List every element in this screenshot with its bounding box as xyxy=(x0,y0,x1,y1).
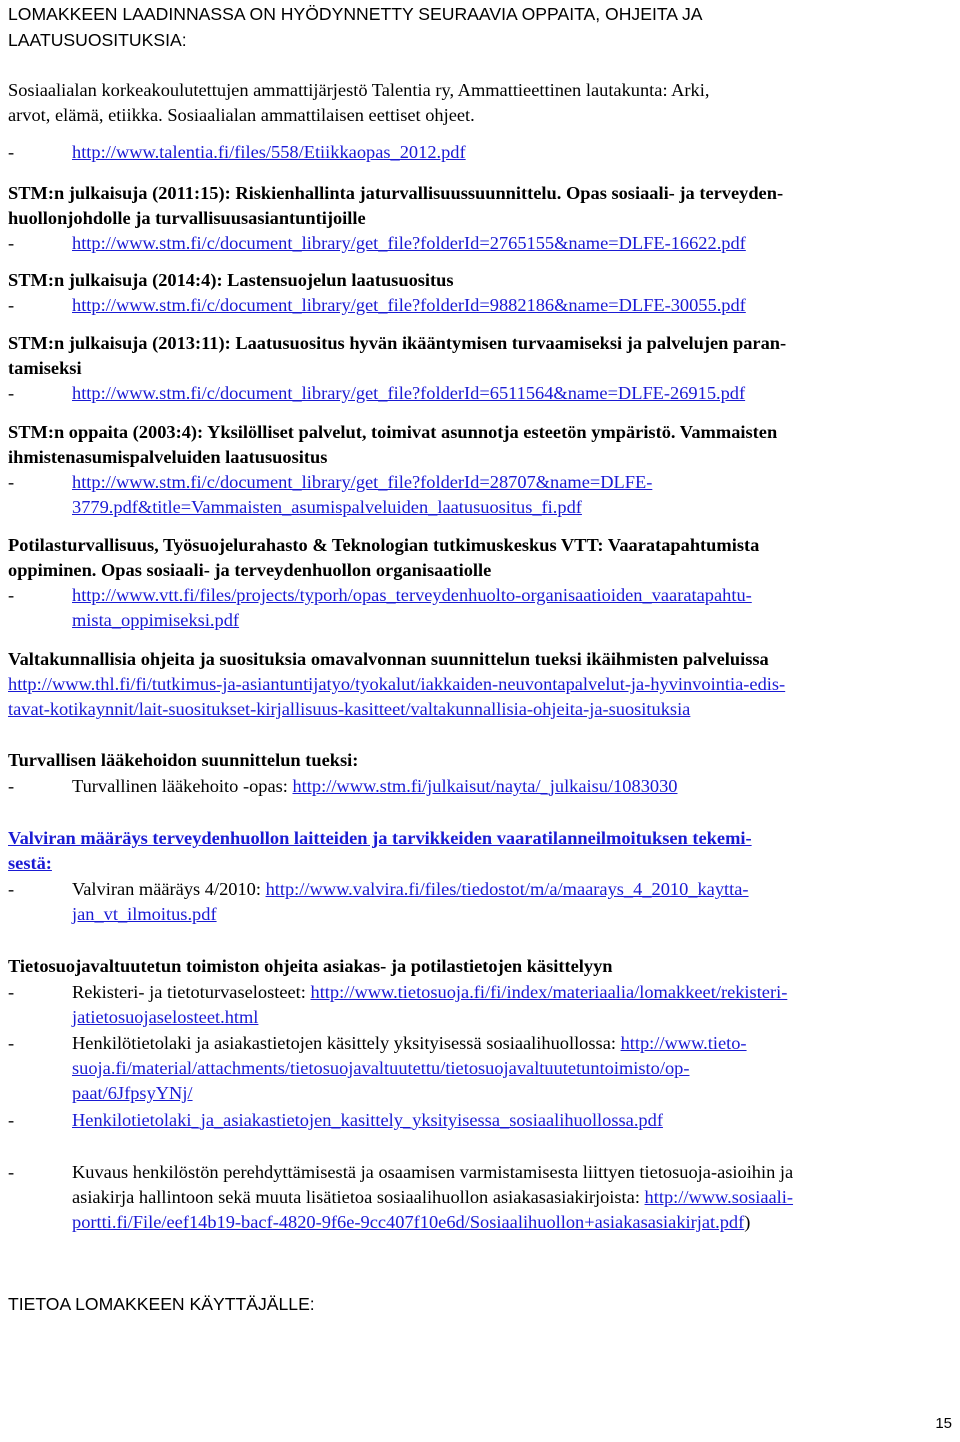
list-item-text: asiakirja hallintoon sekä muuta lisätietoa sosiaalihuollon asiakasasiakirjoista: xyxy=(72,1187,645,1207)
reference-link[interactable]: jan_vt_ilmoitus.pdf xyxy=(72,904,217,924)
reference-title: STM:n julkaisuja (2011:15): Riskienhallinta jaturvallisuussuunnittelu. Opas sosiaali- ja terveyden- xyxy=(8,183,784,203)
reference-link[interactable]: http://www.stm.fi/c/document_library/get_file?folderId=2765155&name=DLFE-16622.pdf xyxy=(72,233,746,253)
reference-link[interactable]: tavat-kotikaynnit/lait-suositukset-kirjallisuus-kasitteet/valtakunnallisia-ohjeita-ja-suosituksia xyxy=(8,699,691,719)
reference-link[interactable]: 3779.pdf&title=Vammaisten_asumispalveluiden_laatusuositus_fi.pdf xyxy=(72,497,582,517)
reference-text: arvot, elämä, etiikka. Sosiaalialan ammattilaisen eettiset ohjeet. xyxy=(8,105,475,125)
reference-title: Valtakunnallisia ohjeita ja suosituksia omavalvonnan suunnittelun tueksi ikäihmisten palveluissa xyxy=(8,649,769,669)
bullet-dash: - xyxy=(8,1162,15,1182)
document-title: LOMAKKEEN LAADINNASSA ON HYÖDYNNETTY SEURAAVIA OPPAITA, OHJEITA JA xyxy=(8,4,703,24)
reference-link[interactable]: http://www.stm.fi/c/document_library/get_file?folderId=9882186&name=DLFE-30055.pdf xyxy=(72,295,746,315)
reference-title: STM:n oppaita (2003:4): Yksilölliset palvelut, toimivat asunnotja esteetön ympäristö. Vammaisten xyxy=(8,422,778,442)
section-heading: Turvallisen lääkehoidon suunnittelun tueksi: xyxy=(8,750,359,770)
page-number: 15 xyxy=(935,1415,952,1432)
reference-link[interactable]: portti.fi/File/eef14b19-bacf-4820-9f6e-9cc407f10e6d/Sosiaalihuollon+asiakasasiakirjat.pdf xyxy=(72,1212,745,1232)
reference-title: STM:n julkaisuja (2014:4): Lastensuojelun laatusuositus xyxy=(8,270,454,290)
list-item xyxy=(72,1210,750,1234)
reference-title: ihmistenasumispalveluiden laatusuositus xyxy=(8,447,328,467)
reference-link[interactable]: paat/6JfpsyYNj/ xyxy=(72,1083,193,1103)
list-item xyxy=(72,877,749,901)
bullet-dash: - xyxy=(8,776,15,796)
list-item xyxy=(72,774,677,798)
reference-link[interactable]: http://www.tietosuoja.fi/fi/index/materiaalia/lomakkeet/rekisteri- xyxy=(310,982,788,1002)
list-item xyxy=(72,1031,747,1055)
reference-link[interactable]: http://www.valvira.fi/files/tiedostot/m/a/maarays_4_2010_kaytta- xyxy=(265,879,749,899)
bullet-dash: - xyxy=(8,233,15,253)
bullet-dash: - xyxy=(8,982,15,1002)
bullet-dash: - xyxy=(8,142,15,162)
reference-link[interactable]: http://www.vtt.fi/files/projects/typorh/opas_terveydenhuolto-organisaatioiden_vaaratapahtu- xyxy=(72,585,752,605)
bullet-dash: - xyxy=(8,879,15,899)
reference-link[interactable]: Henkilotietolaki_ja_asiakastietojen_kasittely_yksityisessa_sosiaalihuollossa.pdf xyxy=(72,1110,663,1130)
list-item-text: Valviran määräys 4/2010: xyxy=(72,879,266,899)
reference-link[interactable]: suoja.fi/material/attachments/tietosuojavaltuutettu/tietosuojavaltuutetuntoimisto/op- xyxy=(72,1058,690,1078)
list-item xyxy=(72,980,787,1004)
closing-paren: ) xyxy=(744,1212,751,1232)
reference-link[interactable]: http://www.stm.fi/c/document_library/get_file?folderId=6511564&name=DLFE-26915.pdf xyxy=(72,383,746,403)
reference-link[interactable]: http://www.stm.fi/c/document_library/get_file?folderId=28707&name=DLFE- xyxy=(72,472,653,492)
list-item-text: Kuvaus henkilöstön perehdyttämisestä ja osaamisen varmistamisesta liittyen tietosuoja-asioihin ja xyxy=(72,1162,794,1182)
list-item xyxy=(72,1185,793,1209)
reference-title: tamiseksi xyxy=(8,358,82,378)
footer-heading: TIETOA LOMAKKEEN KÄYTTÄJÄLLE: xyxy=(8,1294,315,1314)
reference-link[interactable]: http://www.talentia.fi/files/558/Etiikkaopas_2012.pdf xyxy=(72,142,466,162)
reference-link[interactable]: http://www.tieto- xyxy=(620,1033,747,1053)
reference-title: Potilasturvallisuus, Työsuojelurahasto & Teknologian tutkimuskeskus VTT: Vaaratapahtumista xyxy=(8,535,760,555)
list-item-text: Rekisteri- ja tietoturvaselosteet: xyxy=(72,982,311,1002)
bullet-dash: - xyxy=(8,1110,15,1130)
reference-text: Sosiaalialan korkeakoulutettujen ammattijärjestö Talentia ry, Ammattieettinen lautakunta: Arki, xyxy=(8,80,710,100)
reference-link[interactable]: http://www.stm.fi/julkaisut/nayta/_julkaisu/1083030 xyxy=(292,776,678,796)
document-title: LAATUSUOSITUKSIA: xyxy=(8,30,187,50)
reference-link[interactable]: http://www.sosiaali- xyxy=(644,1187,794,1207)
reference-link[interactable]: mista_oppimiseksi.pdf xyxy=(72,610,240,630)
section-heading: Tietosuojavaltuutetun toimiston ohjeita asiakas- ja potilastietojen käsittelyyn xyxy=(8,956,613,976)
reference-title: huollonjohdolle ja turvallisuusasiantuntijoille xyxy=(8,208,366,228)
bullet-dash: - xyxy=(8,295,15,315)
section-heading-link[interactable]: sestä: xyxy=(8,853,52,873)
section-heading-link[interactable]: Valviran määräys terveydenhuollon laitteiden ja tarvikkeiden vaaratilanneilmoituksen tekemi- xyxy=(8,828,752,848)
bullet-dash: - xyxy=(8,472,15,492)
reference-link[interactable]: http://www.thl.fi/fi/tutkimus-ja-asiantuntijatyo/tyokalut/iakkaiden-neuvontapalvelut-ja-hyvinvointia-edis- xyxy=(8,674,786,694)
bullet-dash: - xyxy=(8,1033,15,1053)
list-item-text: Henkilötietolaki ja asiakastietojen käsittely yksityisessä sosiaalihuollossa: xyxy=(72,1033,621,1053)
list-item-text: Turvallinen lääkehoito -opas: xyxy=(72,776,293,796)
bullet-dash: - xyxy=(8,383,15,403)
reference-title: STM:n julkaisuja (2013:11): Laatusuositus hyvän ikääntymisen turvaamiseksi ja palvelujen paran- xyxy=(8,333,787,353)
reference-link[interactable]: jatietosuojaselosteet.html xyxy=(72,1007,259,1027)
bullet-dash: - xyxy=(8,585,15,605)
reference-title: oppiminen. Opas sosiaali- ja terveydenhuollon organisaatiolle xyxy=(8,560,492,580)
